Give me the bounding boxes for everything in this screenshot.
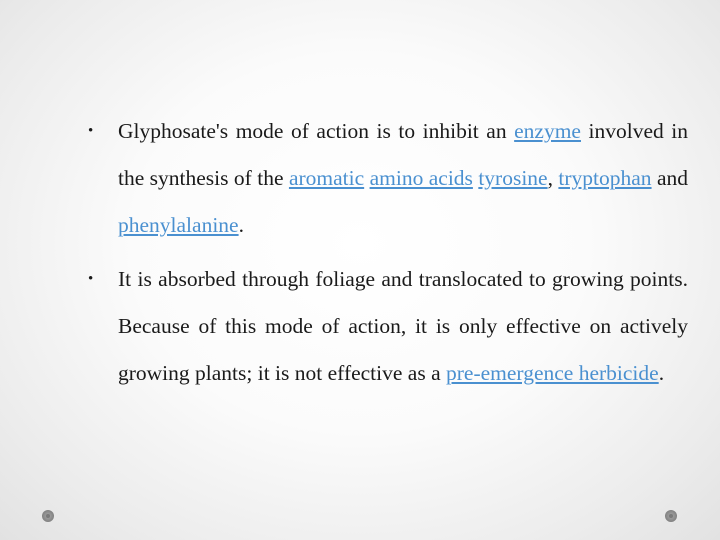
link-tyrosine[interactable]: tyrosine: [478, 166, 548, 190]
link-tryptophan[interactable]: tryptophan: [558, 166, 652, 190]
bullet-text: .: [238, 213, 244, 237]
decorative-ring-right-icon: [665, 510, 677, 522]
decorative-ring-left-icon: [42, 510, 54, 522]
bullet-text: Glyphosate's mode of action is to inhibit an: [118, 119, 515, 143]
bullet-marker: •: [88, 123, 94, 139]
bullet-item: [88, 256, 688, 397]
bullet-text: It is absorbed through foliage and translocated to growing points. Because of this mode of action, it is only effective on actively growing plants; it is not effective as a: [118, 267, 688, 385]
bullet-text: involved in the synthesis of the: [118, 119, 689, 190]
link-enzyme[interactable]: enzyme: [514, 119, 581, 143]
bullet-text: and: [651, 166, 689, 190]
bullet-text: .: [658, 361, 665, 385]
bullet-list: [88, 108, 688, 404]
link-phenylalanine[interactable]: phenylalanine: [118, 213, 239, 237]
bullet-marker: •: [88, 271, 94, 287]
bullet-text: ,: [547, 166, 559, 190]
link-pre-emergence-herbicide[interactable]: pre-emergence herbicide: [446, 361, 659, 385]
bullet-item: [88, 108, 688, 249]
link-amino-acids[interactable]: amino acids: [369, 166, 473, 190]
link-aromatic[interactable]: aromatic: [288, 166, 365, 190]
